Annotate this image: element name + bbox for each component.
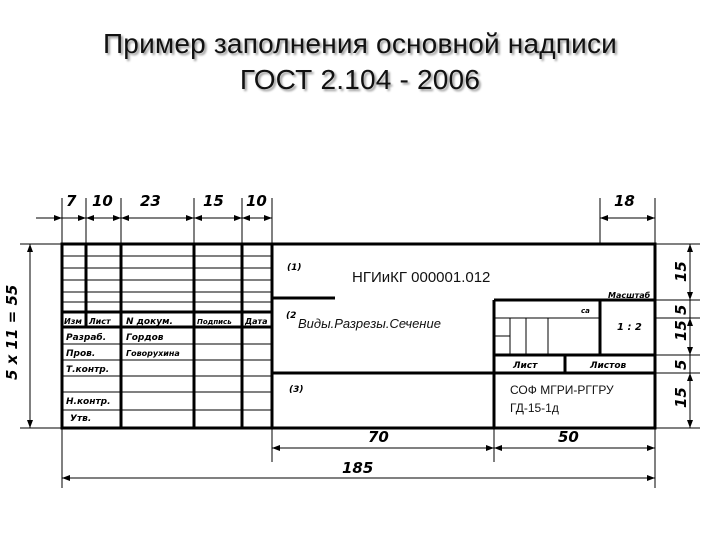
page-subtitle: ГОСТ 2.104 - 2006 bbox=[239, 64, 481, 95]
prov-name: Говорухина bbox=[126, 349, 180, 358]
dim-right-15a: 15 bbox=[672, 261, 690, 282]
field-2-marker: (2 bbox=[286, 311, 297, 321]
dim-right-5b: 5 bbox=[672, 359, 690, 370]
col-data: Дата bbox=[245, 317, 268, 326]
listov-label: Листов bbox=[590, 361, 627, 371]
row-t-kontr: Т.контр. bbox=[66, 365, 110, 375]
col-list: Лист bbox=[89, 317, 111, 326]
row-razrab: Разраб. bbox=[66, 333, 107, 343]
masshtab-label: Масштаб bbox=[608, 291, 651, 300]
dim-bottom-70: 70 bbox=[368, 428, 389, 446]
dim-top-15: 15 bbox=[203, 192, 224, 210]
organization-line1: СОФ МГРИ-РГГРУ bbox=[510, 383, 614, 397]
organization-line2: ГД-15-1д bbox=[510, 401, 559, 415]
col-izm: Изм bbox=[64, 317, 82, 326]
row-n-kontr: Н.контр. bbox=[66, 397, 111, 407]
dimension-arrows bbox=[27, 215, 693, 481]
field-3-marker: (3) bbox=[289, 385, 304, 395]
field-1-marker: (1) bbox=[287, 263, 302, 273]
dim-right-15c: 15 bbox=[672, 387, 690, 408]
dim-bottom-50: 50 bbox=[558, 428, 579, 446]
dim-top-right-18: 18 bbox=[614, 192, 635, 210]
scale-value: 1 : 2 bbox=[617, 322, 642, 333]
dim-right-5a: 5 bbox=[672, 304, 690, 315]
razrab-name: Гордов bbox=[126, 333, 164, 343]
dim-right-15b: 15 bbox=[672, 320, 690, 341]
designation-code: НГИиКГ 000001.012 bbox=[352, 269, 491, 286]
drawing-name: Виды.Разрезы.Сечение bbox=[298, 316, 441, 331]
dim-top-10: 10 bbox=[92, 192, 113, 210]
page-title: Пример заполнения основной надписи bbox=[102, 28, 617, 59]
row-utv: Утв. bbox=[70, 414, 92, 424]
dim-top-23: 23 bbox=[140, 192, 161, 210]
col-podpis: Подпись bbox=[197, 318, 232, 326]
list-label: Лист bbox=[513, 361, 538, 371]
dim-top-7: 7 bbox=[66, 192, 77, 210]
col-n-dokum: N докум. bbox=[126, 317, 173, 327]
dim-top-10b: 10 bbox=[246, 192, 267, 210]
dim-left-total: 5 x 11 = 55 bbox=[3, 284, 21, 380]
filled-values bbox=[298, 269, 614, 415]
row-prov: Пров. bbox=[66, 349, 96, 359]
massa-label-fragment: са bbox=[581, 307, 590, 315]
dim-bottom-185: 185 bbox=[342, 459, 374, 477]
